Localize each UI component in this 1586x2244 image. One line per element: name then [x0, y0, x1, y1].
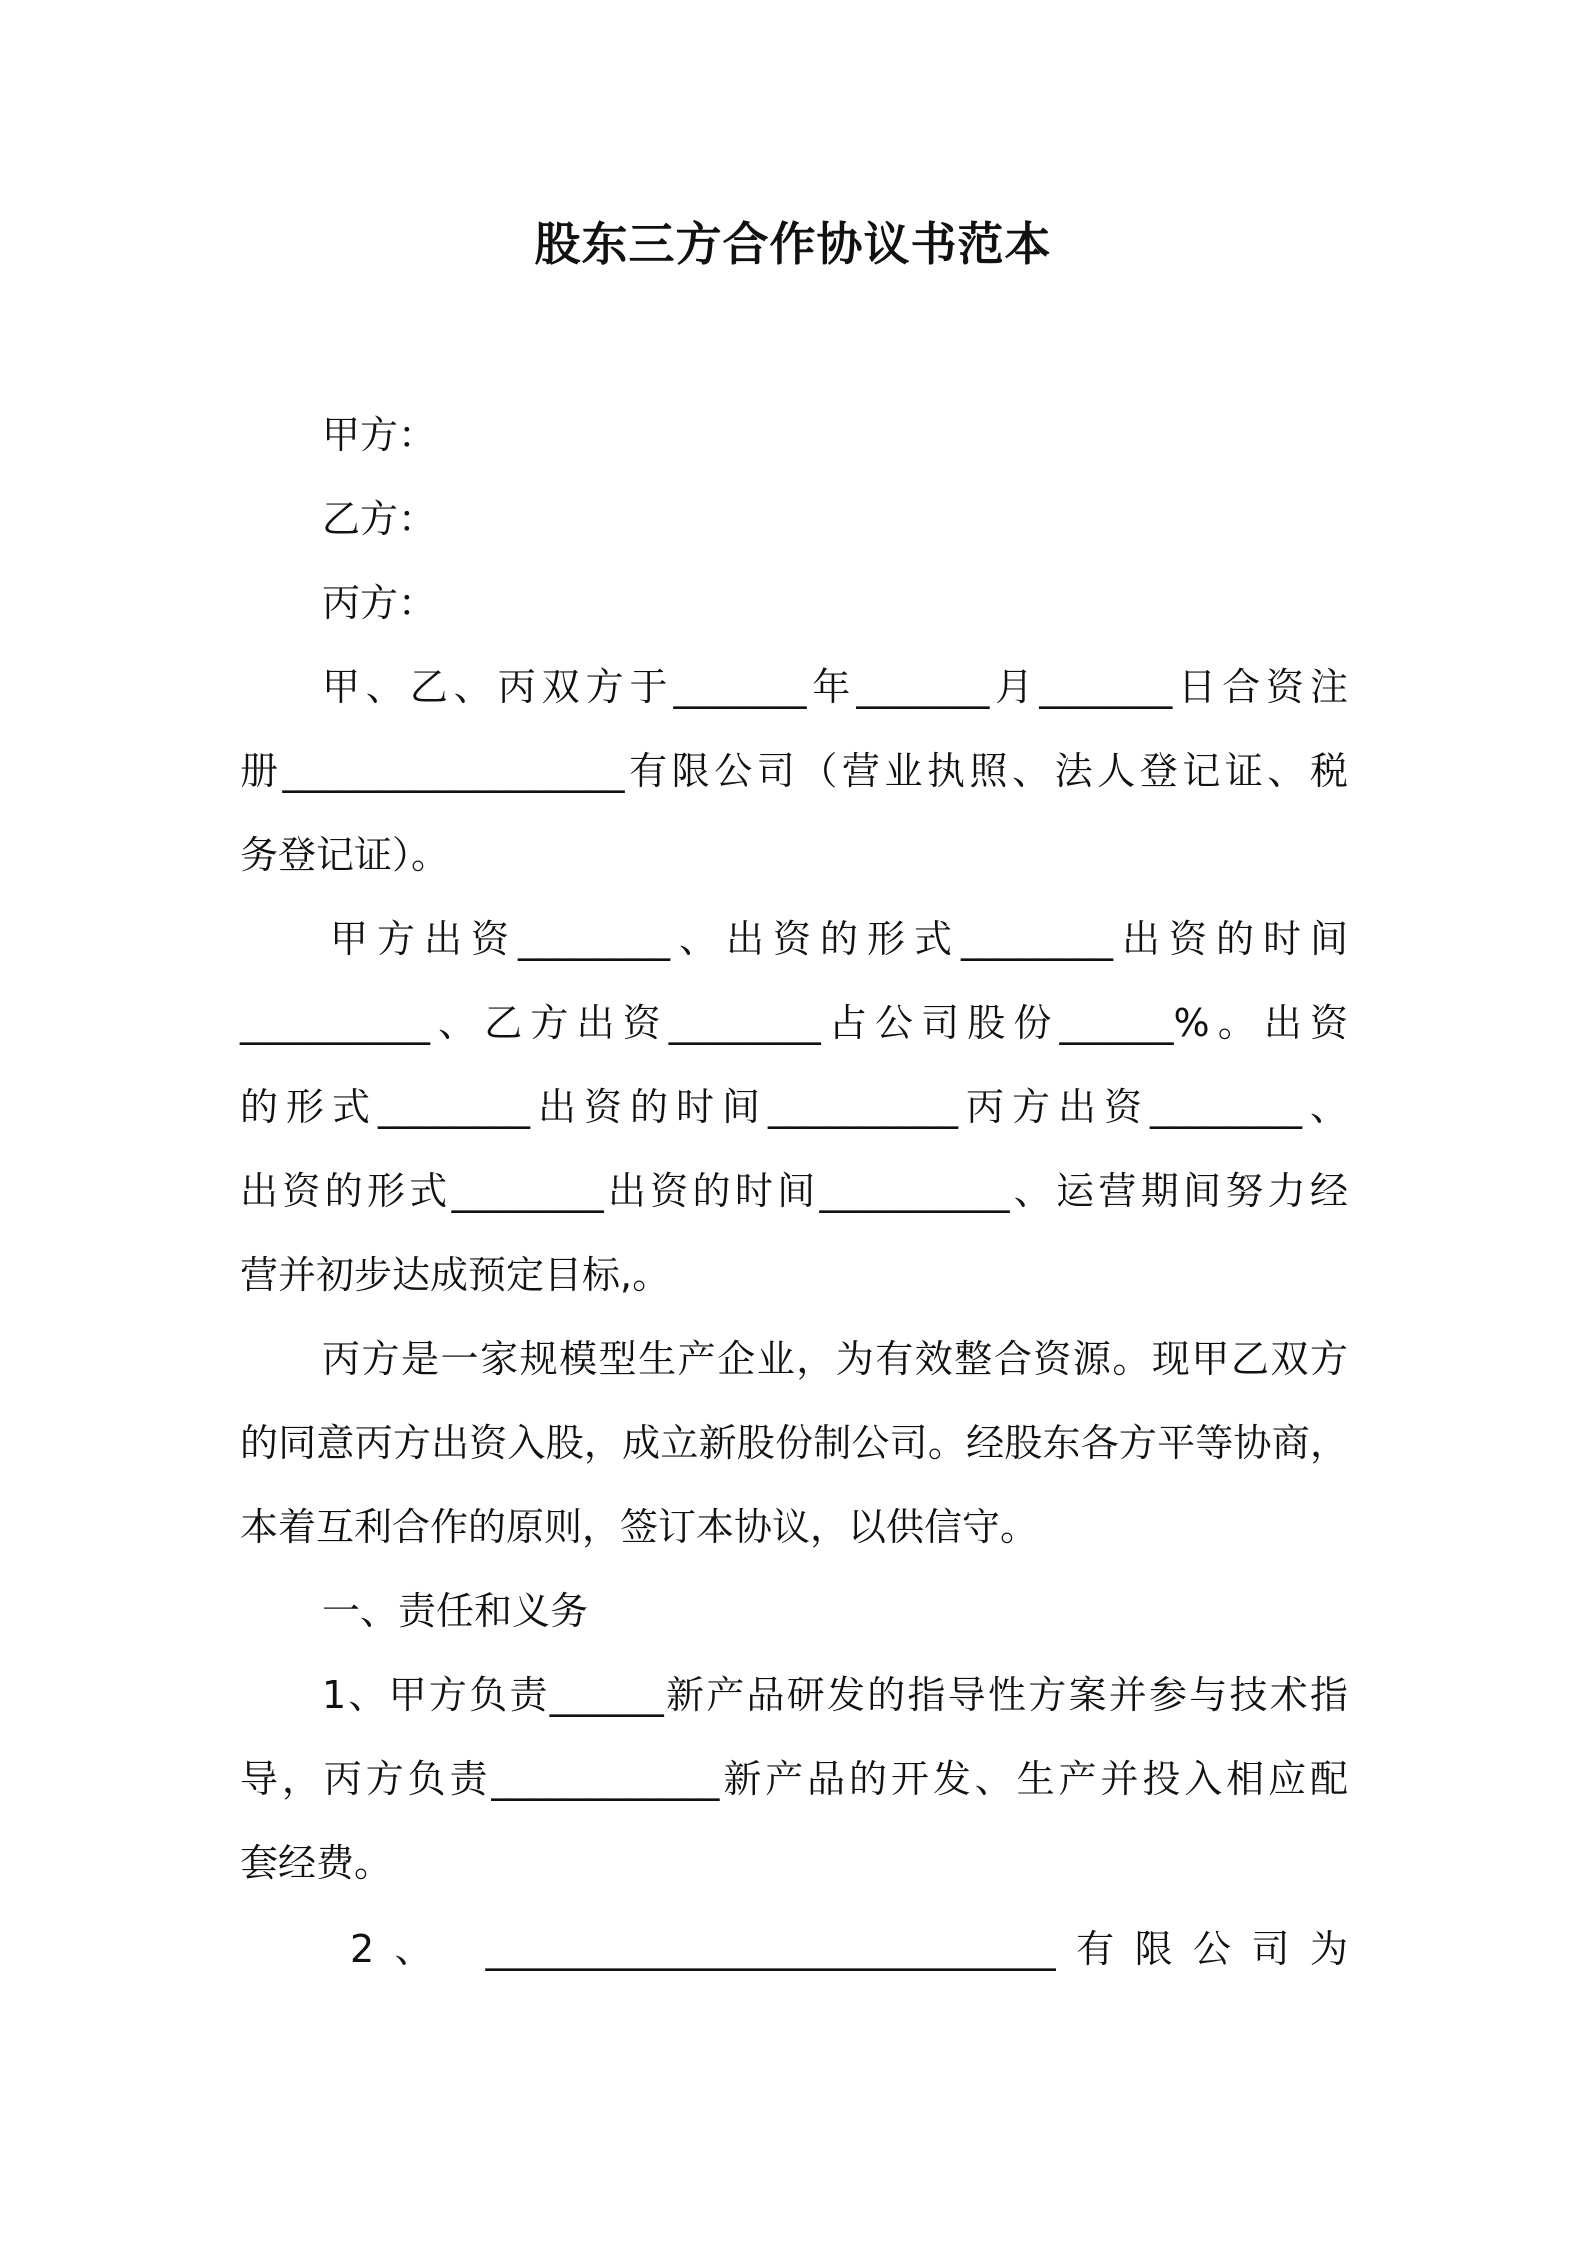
paragraph-line: 册__________________有限公司（营业执照、法人登记证、税 [240, 749, 1348, 793]
paragraph-line: 丙方是一家规模型生产企业，为有效整合资源。现甲乙双方 [322, 1337, 1348, 1381]
paragraph-line: 本着互利合作的原则，签订本协议，以供信守。 [240, 1505, 1039, 1549]
paragraph-line: 甲、乙、丙双方于_______年_______月_______日合资注 [322, 665, 1348, 709]
paragraph-line: 营并初步达成预定目标,。 [240, 1253, 671, 1297]
party-a-line: 甲方： [322, 413, 437, 457]
clause-line: 1、甲方负责______新产品研发的指导性方案并参与技术指 [322, 1673, 1348, 1717]
clause-line: 2、 ______________________________有限公司为 [350, 1927, 1348, 1971]
clause-line: 导，丙方负责____________新产品的开发、生产并投入相应配 [240, 1757, 1348, 1801]
clause-line: 套经费。 [240, 1841, 393, 1885]
paragraph-line: 出资的形式________出资的时间__________、运营期间努力经 [240, 1169, 1348, 1213]
paragraph-line: 的同意丙方出资入股，成立新股份制公司。经股东各方平等协商， [240, 1421, 1348, 1465]
party-c-line: 丙方： [322, 581, 437, 625]
section-heading: 一、责任和义务 [322, 1589, 589, 1633]
paragraph-line: 的形式________出资的时间__________丙方出资________、 [240, 1085, 1348, 1129]
paragraph-line: 甲方出资________、出资的形式________出资的时间 [330, 917, 1348, 961]
document-title: 股东三方合作协议书范本 [534, 217, 1052, 271]
party-b-line: 乙方： [322, 497, 437, 541]
paragraph-line: 务登记证）。 [240, 833, 450, 877]
paragraph-line: __________、乙方出资________占公司股份______%。出资 [240, 1001, 1348, 1045]
